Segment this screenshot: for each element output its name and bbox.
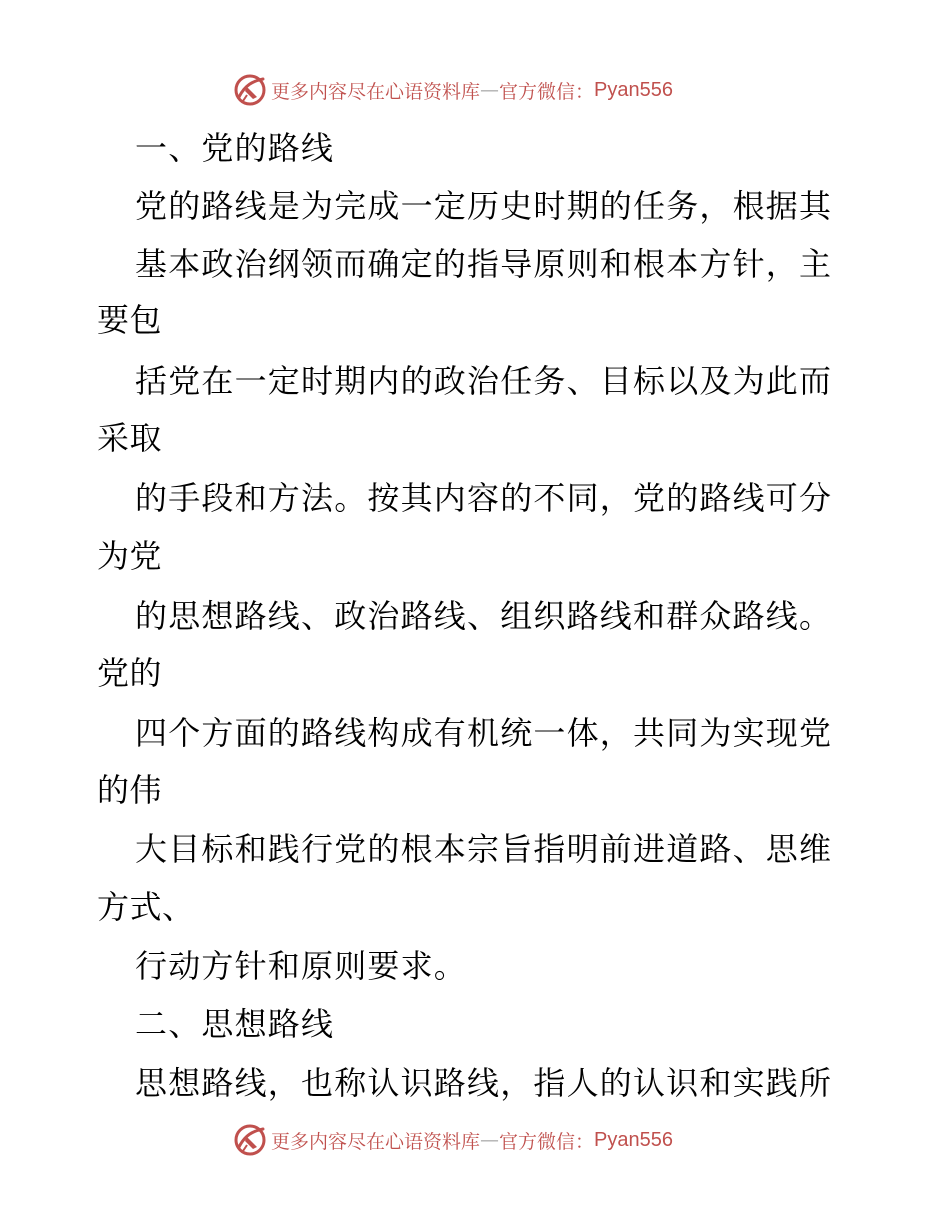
- text-line: 大目标和践行党的根本宗旨指明前进道路、思维: [135, 830, 833, 868]
- text-line: 的思想路线、政治路线、组织路线和群众路线。: [135, 597, 833, 635]
- watermark-wechat-id: Pyan556: [594, 1128, 673, 1151]
- text-line: 采取: [97, 419, 163, 457]
- text-line: 要包: [97, 301, 163, 339]
- footer-watermark: [233, 1122, 673, 1158]
- text-line: 基本政治纲领而确定的指导原则和根本方针，主: [135, 245, 833, 283]
- pen-logo-icon: [233, 1123, 267, 1157]
- text-line: 党的路线是为完成一定历史时期的任务，根据其: [135, 187, 833, 225]
- watermark-site-name: 更多内容尽在心语资料库: [271, 1130, 481, 1153]
- text-line: 四个方面的路线构成有机统一体，共同为实现党: [135, 714, 833, 752]
- text-line: 党的: [97, 654, 163, 692]
- watermark-wechat-id: Pyan556: [594, 78, 673, 101]
- pen-logo-icon: [233, 73, 267, 107]
- text-line: 的伟: [97, 771, 163, 809]
- text-line: 括党在一定时期内的政治任务、目标以及为此而: [135, 362, 833, 400]
- text-line: 方式、: [97, 888, 195, 926]
- watermark-wechat-label: 官方微信：: [499, 80, 595, 103]
- watermark-wechat-label: 官方微信：: [499, 1130, 595, 1153]
- section-heading: 二、思想路线: [135, 1005, 335, 1043]
- watermark-site-name: 更多内容尽在心语资料库: [271, 80, 481, 103]
- header-watermark: [233, 72, 673, 108]
- text-line: 的手段和方法。按其内容的不同，党的路线可分: [135, 479, 833, 517]
- watermark-dash: —: [480, 79, 500, 101]
- text-line: 一、党的路线: [135, 129, 335, 167]
- text-line: 行动方针和原则要求。: [135, 947, 468, 985]
- text-line: 为党: [97, 537, 163, 575]
- text-line: 思想路线，也称认识路线，指人的认识和实践所: [135, 1064, 833, 1102]
- watermark-dash: —: [480, 1129, 500, 1151]
